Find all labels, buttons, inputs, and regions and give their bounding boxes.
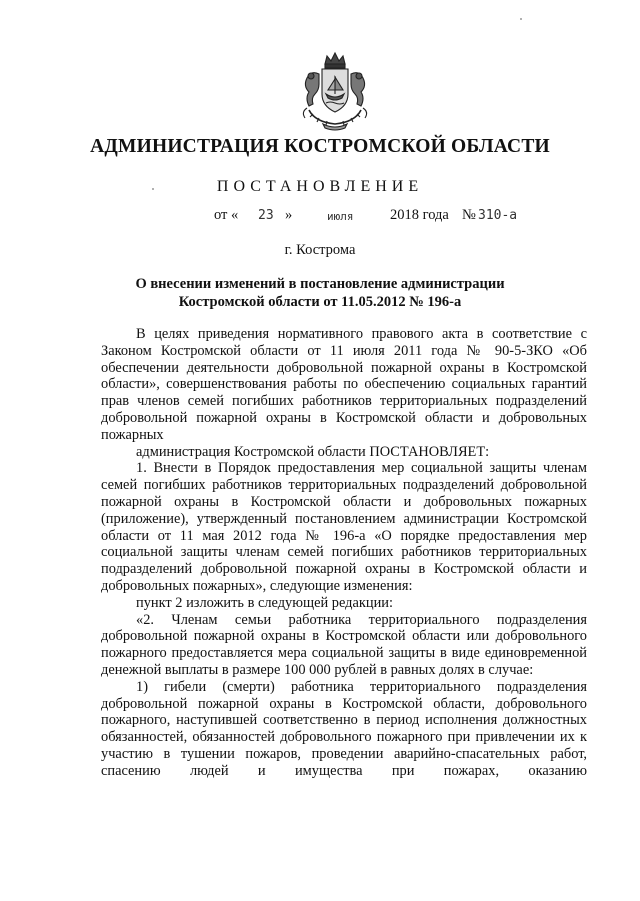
scan-speck [520,18,522,20]
organization-title: АДМИНИСТРАЦИЯ КОСТРОМСКОЙ ОБЛАСТИ [90,136,550,157]
number-sign: № [462,207,476,223]
paragraph-item-1: 1. Внести в Порядок предоставления мер социальной защиты членам семей погибших работников территориальных подразделений добровольной пожарной охраны в Костромской области и добровольных пожарных (приложение), утвержденный постановлением администрации Костромской области от 11 мая 2012 года № 196-а «О порядке предоставления мер социальной защиты членам семей погибших работников территориальных подразделений добровольной пожарной охраны в Костромской области и добровольных пожарных», следующие изменения: [101,460,587,594]
paragraph-resolves: администрация Костромской области ПОСТАНОВЛЯЕТ: [136,443,490,460]
document-subject [0,275,640,311]
document-body [101,326,587,780]
subject-line-2: Костромской области от 11.05.2012 № 196-а [178,294,462,310]
date-close-quote: » [285,207,293,223]
scan-speck [152,188,154,190]
subject-line-1: О внесении изменений в постановление администрации [135,276,505,292]
document-number: 310-а [478,208,518,223]
date-day: 23 [258,208,274,223]
paragraph-preamble: В целях приведения нормативного правового акта в соответствие с Законом Костромской области от 11 июля 2011 года № 90-5-ЗКО «Об обеспечении деятельности добровольной пожарной охраны в Костромской области», совершенствования работы по обеспечению социальных гарантий прав членов семей погибших работников территориальных подразделений добровольной пожарной охраны в Костромской области и добровольных пожарных [101,326,587,443]
coat-of-arms-emblem [293,50,377,132]
paragraph-clause-2: пункт 2 изложить в следующей редакции: [136,594,393,611]
date-prefix: от « [214,207,239,223]
paragraph-clause-2-sub-1: 1) гибели (смерти) работника территориального подразделения добровольной пожарной охраны в Костромской области, добровольного пожарного, наступившей соответственно в период исполнения должностных обязанностей, обязанностей добровольного пожарного при привлечении их к участию в тушении пожаров, проведении аварийно-спасательных работ, спасению людей и имущества при пожарах, оказанию [101,678,587,779]
document-type: ПОСТАНОВЛЕНИЕ [216,178,424,195]
city-line: г. Кострома [284,242,356,258]
paragraph-clause-2-text: «2. Членам семьи работника территориального подразделения добровольной пожарной охраны в Костромской области или добровольного пожарного предоставляется мера социальной защиты в виде единовременной денежной выплаты в размере 100 000 рублей в равных долях в случае: [101,611,587,678]
date-year: 2018 года [390,207,449,223]
date-month: июля [327,210,354,223]
date-number-line [0,207,640,227]
